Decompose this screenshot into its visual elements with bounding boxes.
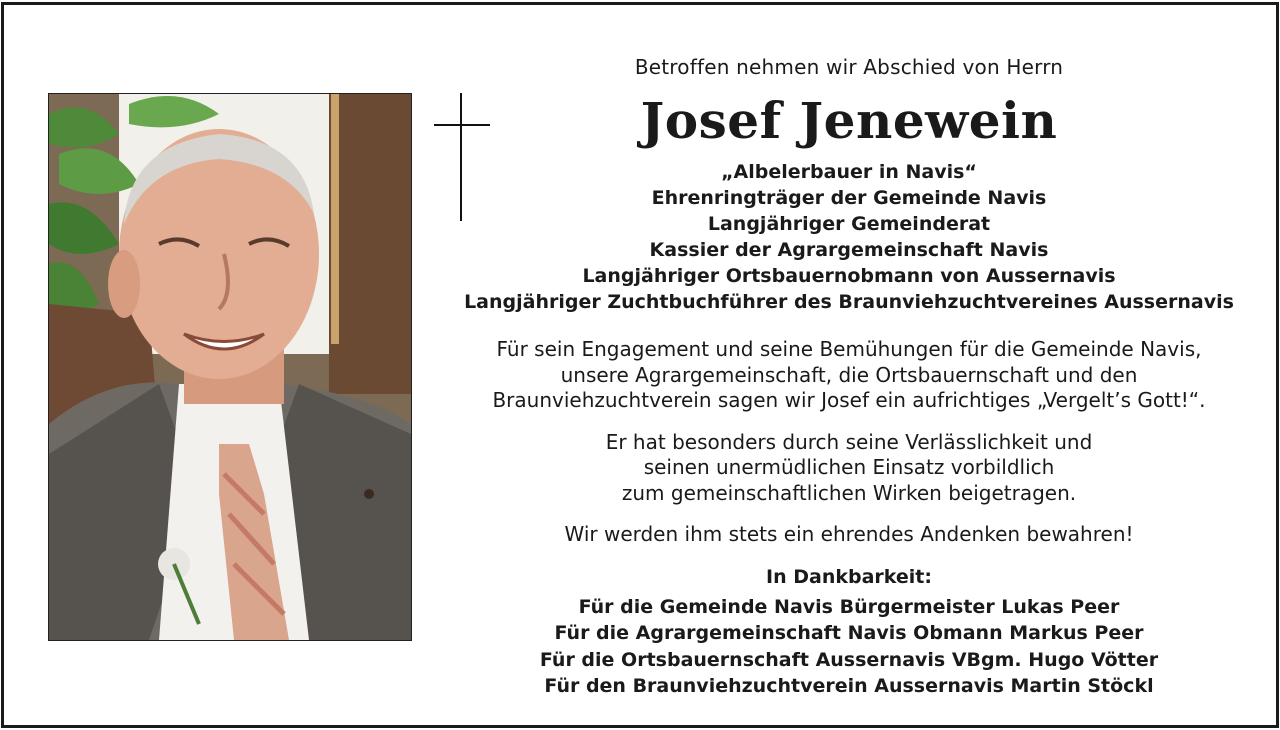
- honors-list: [464, 159, 1234, 315]
- signer-item: Für die Ortsbauernschaft Aussernavis VBgm. Hugo Vötter: [539, 648, 1159, 671]
- paragraph-line: zum gemeinschaftlichen Wirken beigetragen.: [621, 480, 1077, 505]
- intro-line: Betroffen nehmen wir Abschied von Herrn: [634, 55, 1064, 79]
- honor-item: Kassier der Agrargemeinschaft Navis: [649, 239, 1049, 261]
- paragraph-line: Für sein Engagement und seine Bemühungen für die Gemeinde Navis,: [496, 337, 1202, 361]
- thanks-heading: In Dankbarkeit:: [766, 565, 932, 588]
- honor-item: Ehrenringträger der Gemeinde Navis: [651, 187, 1047, 209]
- signer-item: Für die Agrargemeinschaft Navis Obmann Markus Peer: [554, 622, 1144, 644]
- paragraph-line: Braunviehzuchtverein sagen wir Josef ein aufrichtiges „Vergelt’s Gott!“.: [492, 388, 1206, 412]
- merit-paragraph: [464, 430, 1234, 507]
- signer-item: Für den Braunviehzuchtverein Aussernavis Martin Stöckl: [544, 675, 1154, 697]
- honor-item: Langjähriger Gemeinderat: [707, 213, 991, 235]
- deceased-name: Josef Jenewein: [640, 91, 1058, 150]
- signers-list: [464, 594, 1234, 700]
- honor-item: „Albelerbauer in Navis“: [721, 161, 977, 183]
- obituary-frame: [1, 2, 1279, 728]
- gratitude-paragraph: [464, 337, 1234, 414]
- paragraph-line: unsere Agrargemeinschaft, die Ortsbauernschaft und den: [560, 362, 1138, 387]
- remembrance-line: Wir werden ihm stets ein ehrendes Andenken bewahren!: [564, 522, 1134, 546]
- honor-item: Langjähriger Ortsbauernobmann von Aussernavis: [582, 265, 1116, 287]
- signer-item: Für die Gemeinde Navis Bürgermeister Lukas Peer: [578, 595, 1120, 618]
- paragraph-line: seinen unermüdlichen Einsatz vorbildlich: [643, 455, 1055, 479]
- obituary-text: [464, 49, 1234, 700]
- honor-item: Langjähriger Zuchtbuchführer des Braunviehzuchtvereines Aussernavis: [464, 291, 1234, 313]
- paragraph-line: Er hat besonders durch seine Verlässlichkeit und: [605, 429, 1093, 454]
- portrait-photo: [48, 93, 412, 641]
